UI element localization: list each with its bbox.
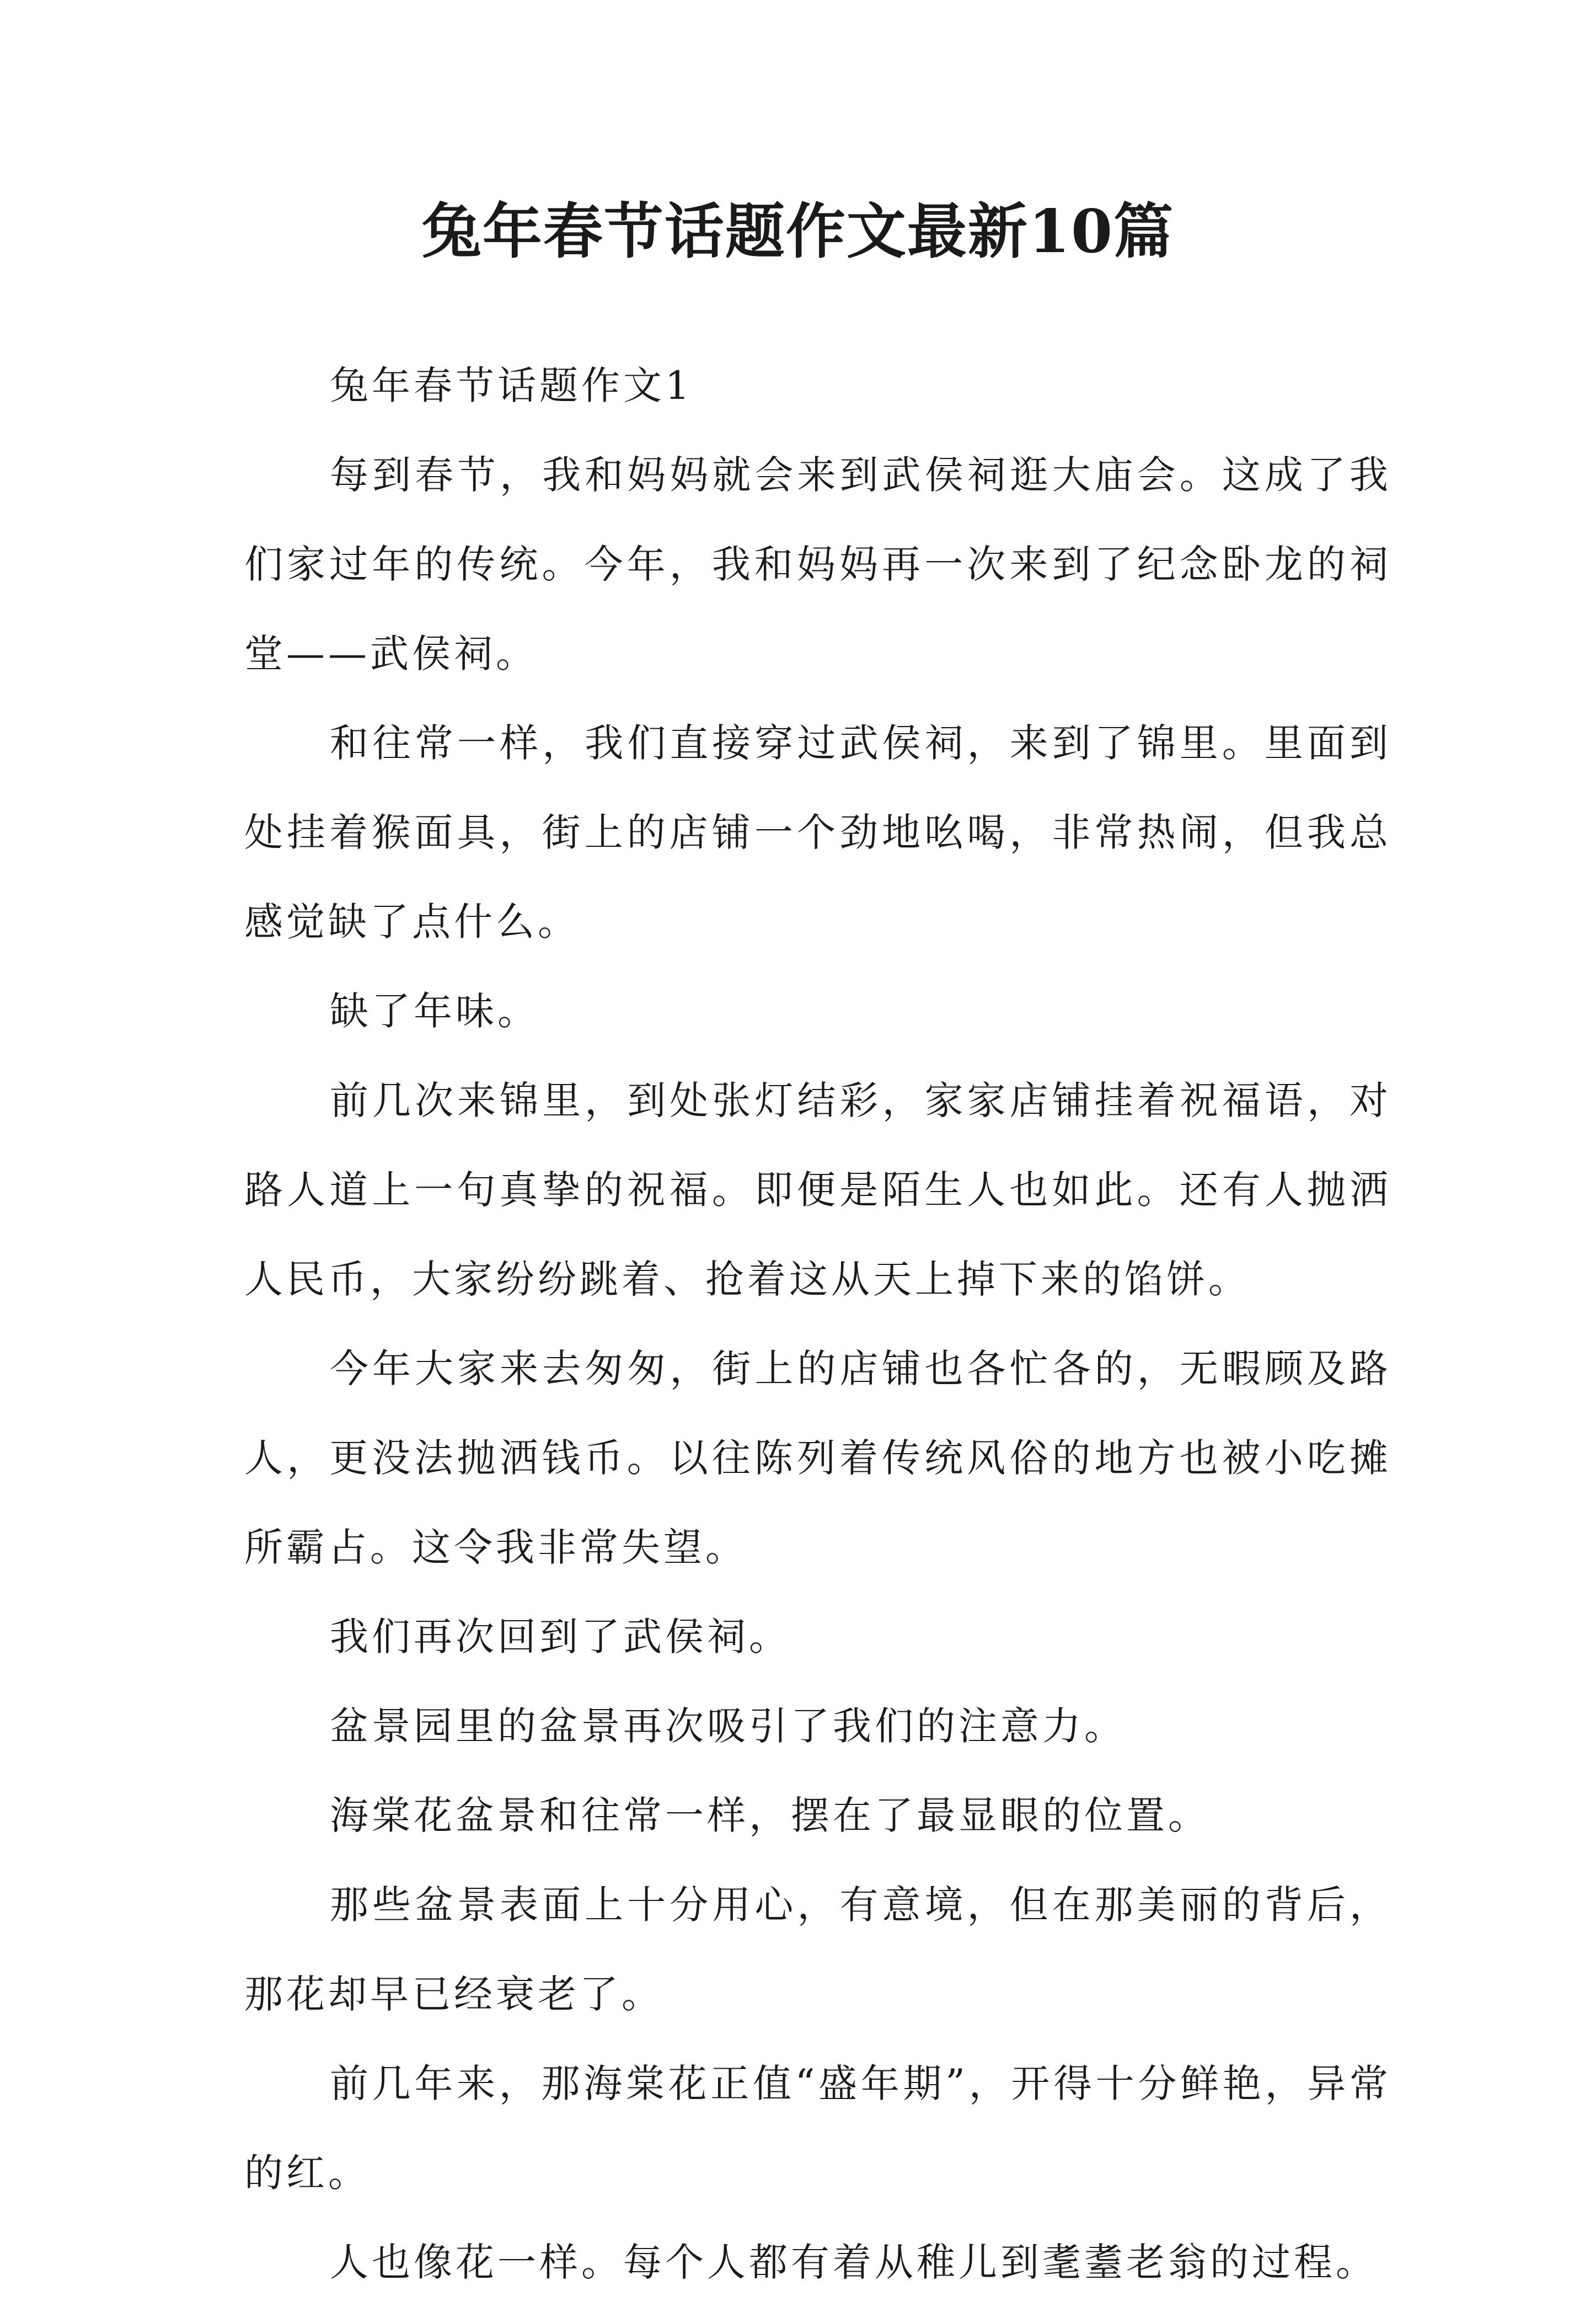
document-body bbox=[244, 341, 1391, 2307]
document-title: 兔年春节话题作文最新10篇 bbox=[421, 197, 1175, 266]
paragraph: 今年大家来去匆匆，街上的店铺也各忙各的，无暇顾及路人，更没法抛洒钱币。以往陈列着传统风俗的地方也被小吃摊所霸占。这令我非常失望。 bbox=[244, 1346, 1391, 1570]
paragraph: 缺了年味。 bbox=[330, 989, 539, 1034]
section-heading: 兔年春节话题作文1 bbox=[330, 363, 693, 408]
paragraph: 我们再次回到了武侯祠。 bbox=[330, 1614, 791, 1659]
paragraph: 人也像花一样。每个人都有着从稚儿到耄耋老翁的过程。 bbox=[330, 2240, 1378, 2285]
paragraph: 和往常一样，我们直接穿过武侯祠，来到了锦里。里面到处挂着猴面具，街上的店铺一个劲地吆喝，非常热闹，但我总感觉缺了点什么。 bbox=[244, 720, 1391, 944]
paragraph: 前几次来锦里，到处张灯结彩，家家店铺挂着祝福语，对路人道上一句真挚的祝福。即便是陌生人也如此。还有人抛洒人民币，大家纷纷跳着、抢着这从天上掉下来的馅饼。 bbox=[244, 1078, 1391, 1302]
paragraph: 前几年来，那海棠花正值“盛年期”，开得十分鲜艳，异常的红。 bbox=[244, 2061, 1391, 2196]
paragraph: 盆景园里的盆景再次吸引了我们的注意力。 bbox=[330, 1703, 1126, 1749]
paragraph: 海棠花盆景和往常一样，摆在了最显眼的位置。 bbox=[330, 1793, 1210, 1838]
paragraph: 那些盆景表面上十分用心，有意境，但在那美丽的背后，那花却早已经衰老了。 bbox=[244, 1882, 1391, 2017]
paragraph: 每到春节，我和妈妈就会来到武侯祠逛大庙会。这成了我们家过年的传统。今年，我和妈妈再一次来到了纪念卧龙的祠堂——武侯祠。 bbox=[244, 452, 1391, 676]
